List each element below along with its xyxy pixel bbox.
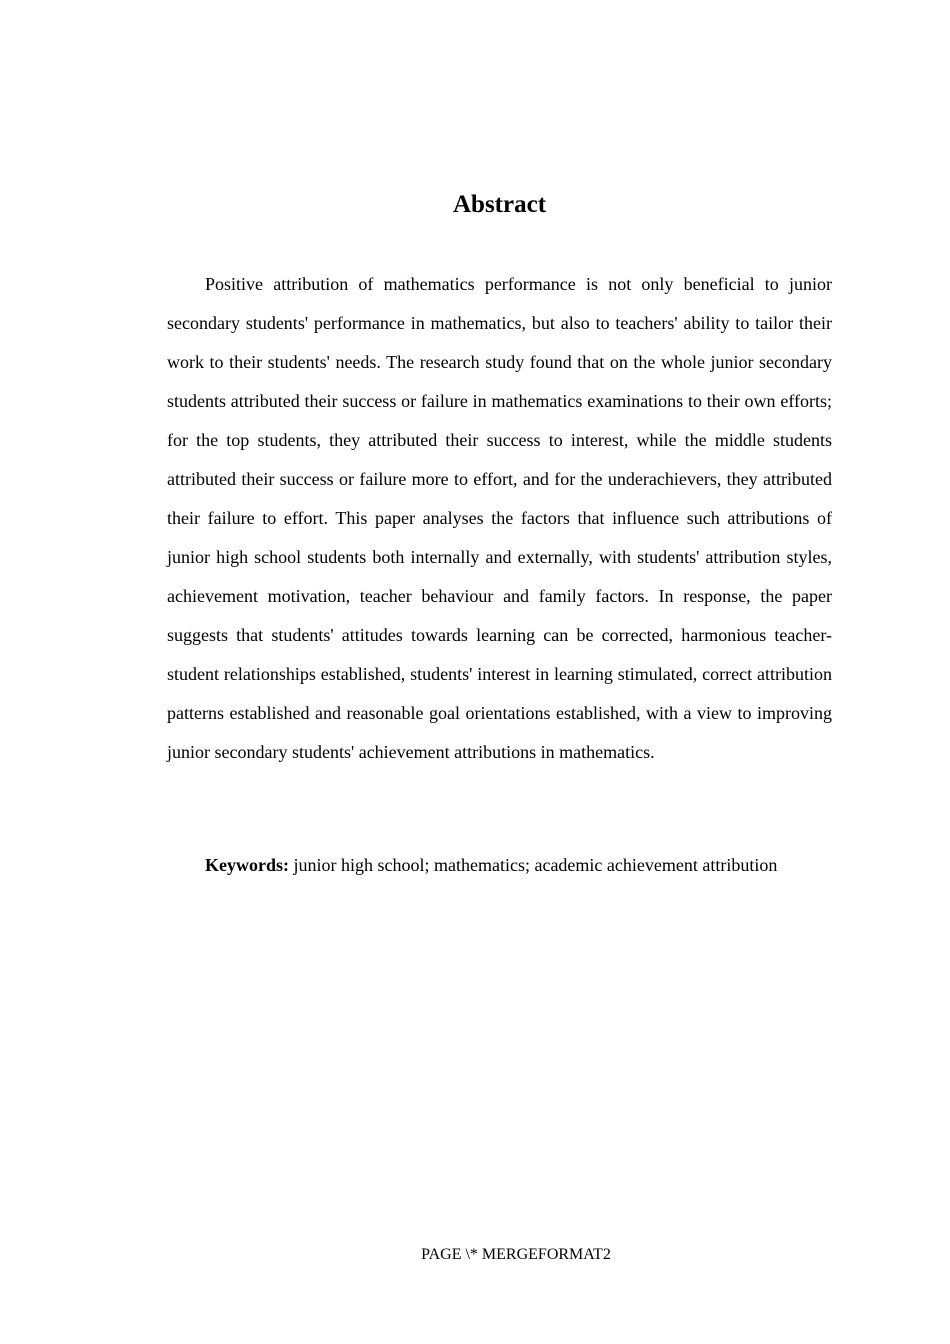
keywords-label: Keywords: [205, 855, 289, 875]
abstract-body-paragraph: Positive attribution of mathematics performance is not only beneficial to junior secondary students' performance in mathematics, but also to teachers' ability to tailor their work to their students' needs. The research study found that on the whole junior secondary students attributed their success or failure in mathematics examinations to their own efforts; for the top students, they attributed their success to interest, while the middle students attributed their success or failure more to effort, and for the underachievers, they attributed their failure to effort. This paper analyses the factors that influence such attributions of junior high school students both internally and externally, with students' attribution styles, achievement motivation, teacher behaviour and family factors. In response, the paper suggests that students' attitudes towards learning can be corrected, harmonious teacher-student relationships established, students' interest in learning stimulated, correct attribution patterns established and reasonable goal orientations established, with a view to improving junior secondary students' achievement attributions in mathematics. [167, 274, 832, 762]
page-footer: PAGE \* MERGEFORMAT2 [421, 1246, 611, 1263]
abstract-title: Abstract [452, 191, 547, 218]
keywords-paragraph [167, 848, 832, 882]
keywords-text: junior high school; mathematics; academic achievement attribution [289, 855, 778, 875]
